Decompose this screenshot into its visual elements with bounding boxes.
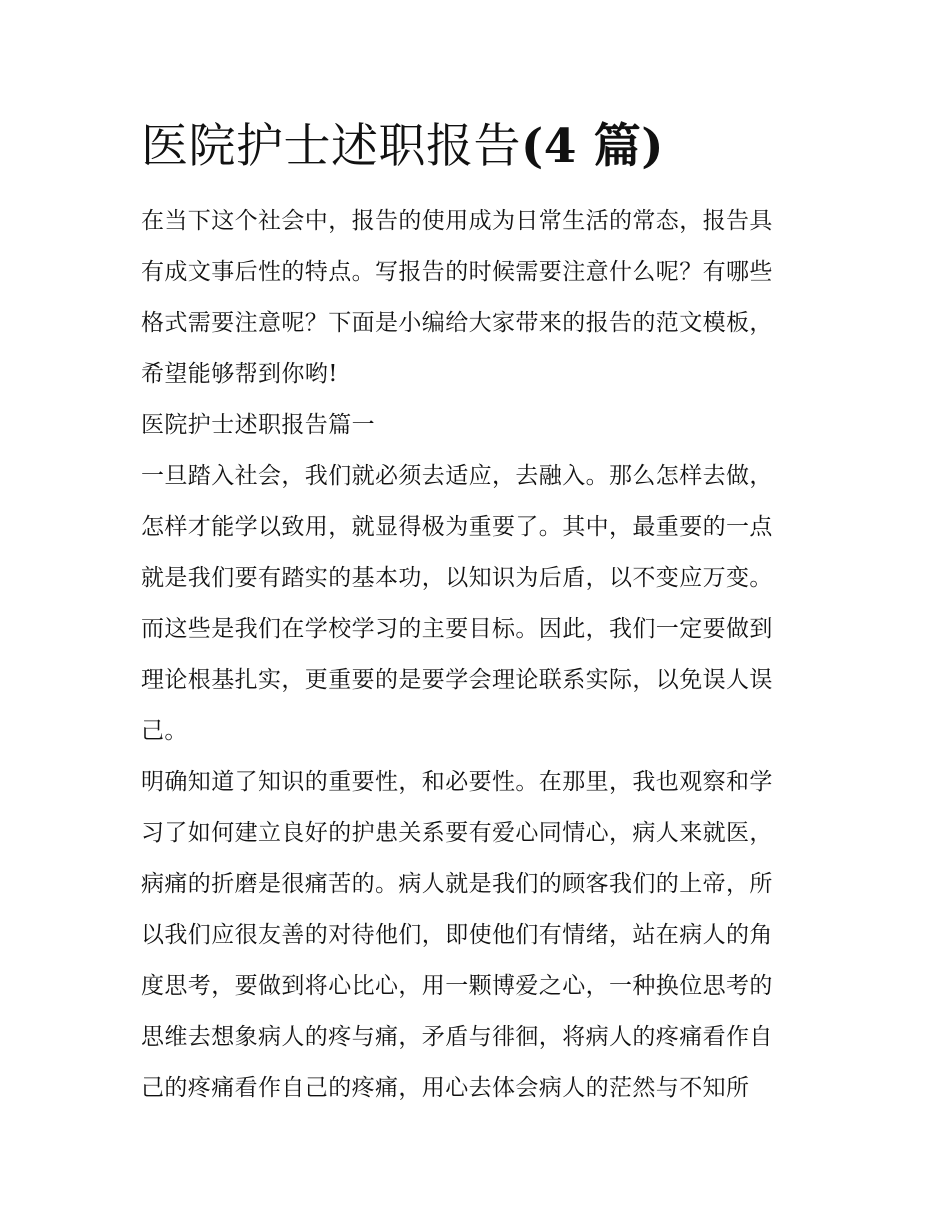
document-page (141, 112, 813, 1114)
paragraph-line: 就是我们要有踏实的基本功，以知识为后盾，以不变应万变。 (141, 565, 773, 591)
document-title-main: 医院护士述职报告 (141, 119, 521, 174)
paragraph-line: 度思考，要做到将心比心，用一颗博爱之心，一种换位思考的 (141, 973, 773, 999)
paragraph-line: 格式需要注意呢？下面是小编给大家带来的报告的范文模板， (141, 310, 773, 336)
paragraph-line: 明确知道了知识的重要性，和必要性。在那里，我也观察和学 (141, 769, 773, 795)
document-title-suffix: (4 篇) (521, 119, 665, 174)
paragraph-line: 己。 (141, 718, 188, 744)
paragraph-line: 习了如何建立良好的护患关系要有爱心同情心，病人来就医， (141, 820, 773, 846)
paragraph-line: 思维去想象病人的疼与痛，矛盾与徘徊，将病人的疼痛看作自 (141, 1024, 773, 1050)
paragraph-line: 希望能够帮到你哟! (141, 361, 338, 387)
paragraph-line: 怎样才能学以致用，就显得极为重要了。其中，最重要的一点 (141, 514, 773, 540)
paragraph-line: 以我们应很友善的对待他们，即使他们有情绪，站在病人的角 (141, 922, 773, 948)
paragraph-line: 理论根基扎实，更重要的是要学会理论联系实际，以免误人误 (141, 667, 773, 693)
paragraph-line: 在当下这个社会中，报告的使用成为日常生活的常态，报告具 (141, 208, 773, 234)
document-title (141, 112, 813, 182)
paragraph-line: 己的疼痛看作自己的疼痛，用心去体会病人的茫然与不知所 (141, 1075, 750, 1101)
document-body (141, 196, 813, 1114)
paragraph-line: 病痛的折磨是很痛苦的。病人就是我们的顾客我们的上帝，所 (141, 871, 773, 897)
paragraph-line: 有成文事后性的特点。写报告的时候需要注意什么呢？有哪些 (141, 259, 773, 285)
paragraph-line: 一旦踏入社会，我们就必须去适应，去融入。那么怎样去做， (141, 463, 773, 489)
paragraph-line: 而这些是我们在学校学习的主要目标。因此，我们一定要做到 (141, 616, 773, 642)
section-heading: 医院护士述职报告篇一 (141, 412, 375, 438)
